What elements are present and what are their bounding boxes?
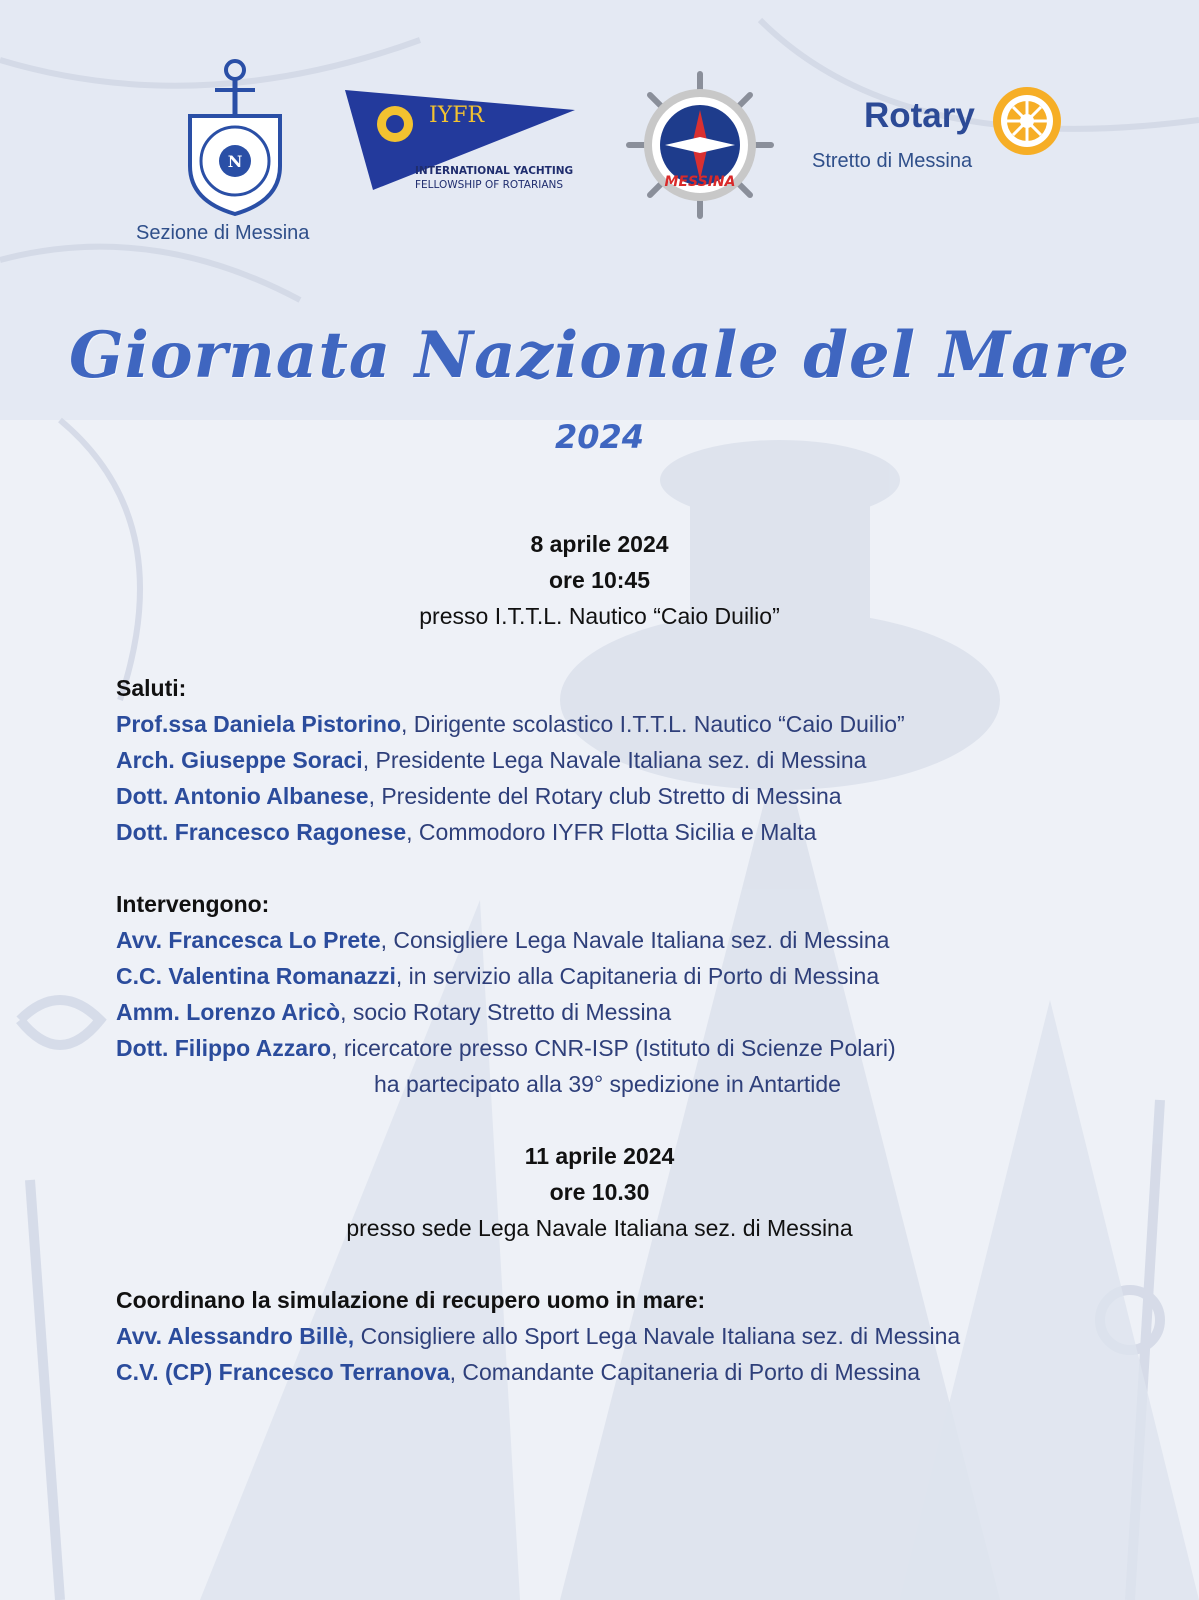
person-role: , Consigliere Lega Navale Italiana sez. di Messina	[380, 927, 890, 953]
person-role: , Presidente del Rotary club Stretto di Messina	[368, 783, 842, 809]
person-role: , socio Rotary Stretto di Messina	[340, 999, 672, 1025]
list-item	[116, 706, 1156, 742]
list-item	[116, 778, 1156, 814]
person-role: Consigliere allo Sport Lega Navale Italiana sez. di Messina	[354, 1323, 961, 1349]
svg-text:N: N	[227, 152, 243, 171]
saluti-section	[116, 670, 1156, 850]
rotary-wheel-icon	[988, 82, 1066, 160]
list-item	[116, 1030, 1156, 1066]
list-item	[116, 922, 1156, 958]
person-name: Dott. Filippo Azzaro	[116, 1035, 332, 1061]
person-role: , Dirigente scolastico I.T.T.L. Nautico “Caio Duilio”	[401, 711, 905, 737]
person-role: , in servizio alla Capitaneria di Porto di Messina	[395, 963, 880, 989]
intervengono-section	[116, 886, 1156, 1102]
person-role: , ricercatore presso CNR-ISP (Istituto di Scienze Polari)	[331, 1035, 896, 1061]
event2-date: 11 aprile 2024	[524, 1143, 675, 1169]
person-name: Dott. Francesco Ragonese	[116, 819, 407, 845]
person-name: Dott. Antonio Albanese	[116, 783, 369, 809]
list-item	[116, 1354, 1156, 1390]
list-item	[116, 1318, 1156, 1354]
event2-time: ore 10.30	[549, 1179, 650, 1205]
coordinano-section	[116, 1282, 1156, 1390]
ittl-label: MESSINA	[664, 174, 736, 190]
person-role: , Commodoro IYFR Flotta Sicilia e Malta	[406, 819, 817, 845]
person-role-continuation: ha partecipato alla 39° spedizione in Antartide	[374, 1071, 841, 1097]
saluti-heading: Saluti:	[116, 675, 187, 701]
lega-navale-italiana-logo	[180, 56, 290, 216]
event2	[0, 1138, 1199, 1246]
coordinano-heading: Coordinano la simulazione di recupero uomo in mare:	[116, 1287, 706, 1313]
rotary-name: Rotary	[864, 96, 975, 135]
intervengono-heading: Intervengono:	[116, 891, 270, 917]
event1-date: 8 aprile 2024	[530, 531, 669, 557]
iyfr-line-1: INTERNATIONAL YACHTING	[415, 165, 574, 177]
lni-caption: Sezione di Messina	[136, 222, 310, 244]
person-role: , Comandante Capitaneria di Porto di Messina	[449, 1359, 921, 1385]
event1	[0, 526, 1199, 634]
person-name: C.V. (CP) Francesco Terranova	[116, 1359, 450, 1385]
iyfr-line-2: FELLOWSHIP OF ROTARIANS	[415, 179, 564, 191]
ittl-caio-duilio-logo	[625, 70, 775, 220]
person-name: Avv. Alessandro Billè,	[116, 1323, 355, 1349]
page-title: Giornata Nazionale del Mare	[68, 318, 1131, 393]
list-item	[116, 958, 1156, 994]
iyfr-flag-text: IYFR	[429, 103, 485, 128]
person-role: , Presidente Lega Navale Italiana sez. di Messina	[362, 747, 867, 773]
rotary-caption: Stretto di Messina	[812, 150, 973, 172]
list-item	[116, 994, 1156, 1030]
event1-time: ore 10:45	[548, 567, 650, 593]
iyfr-logo	[345, 86, 585, 196]
event2-place: presso sede Lega Navale Italiana sez. di Messina	[346, 1215, 853, 1241]
page-year: 2024	[554, 418, 645, 456]
list-item	[116, 742, 1156, 778]
person-name: Amm. Lorenzo Aricò	[116, 999, 341, 1025]
person-name: Prof.ssa Daniela Pistorino	[116, 711, 402, 737]
person-name: C.C. Valentina Romanazzi	[116, 963, 396, 989]
list-item	[116, 814, 1156, 850]
person-name: Avv. Francesca Lo Prete	[116, 927, 381, 953]
person-name: Arch. Giuseppe Soraci	[116, 747, 363, 773]
event1-place: presso I.T.T.L. Nautico “Caio Duilio”	[419, 603, 780, 629]
